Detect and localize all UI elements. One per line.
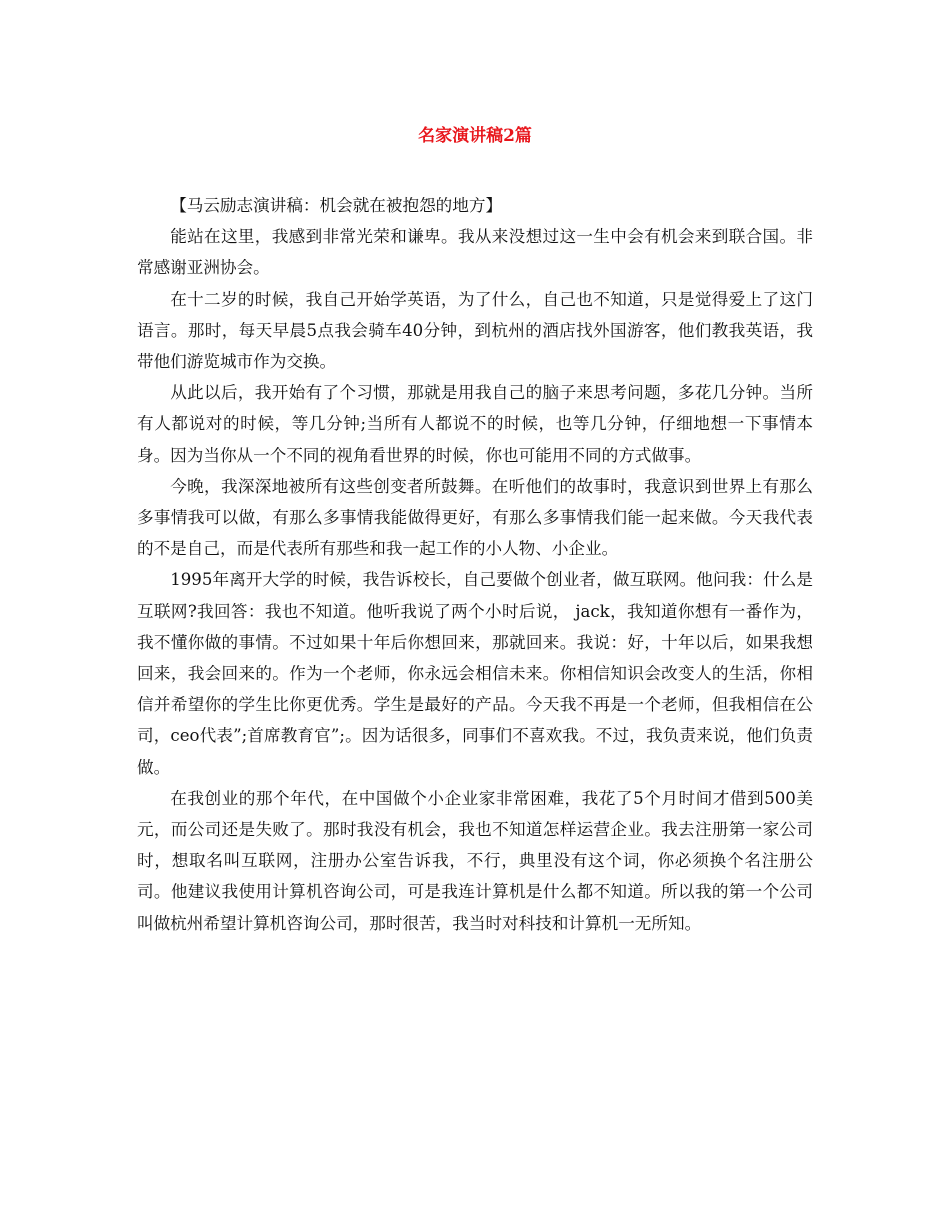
document-title: 名家演讲稿2篇 <box>418 126 532 146</box>
paragraph: 今晚，我深深地被所有这些创变者所鼓舞。在听他们的故事时，我意识到世界上有那么多事情我可以做，有那么多事情我能做得更好，有那么多事情我们能一起来做。今天我代表的不是自己，而是代表所有那些和我一起工作的小人物、小企业。 <box>137 476 813 559</box>
section-heading: 【马云励志演讲稿：机会就在被抱怨的地方】 <box>170 196 503 215</box>
paragraph: 在十二岁的时候，我自己开始学英语，为了什么，自己也不知道，只是觉得爱上了这门语言。那时，每天早晨5点我会骑车40分钟，到杭州的酒店找外国游客，他们教我英语，我带他们游览城市作为交换。 <box>137 289 813 372</box>
paragraph: 1995年离开大学的时候，我告诉校长，自己要做个创业者，做互联网。他问我：什么是互联网?我回答：我也不知道。他听我说了两个小时后说， jack，我知道你想有一番作为，我不懂你做的事情。不过如果十年后你想回来，那就回来。我说：好，十年以后，如果我想回来，我会回来的。作为一个老师，你永远会相信未来。你相信知识会改变人的生活，你相信并希望你的学生比你更优秀。学生是最好的产品。今天我不再是一个老师，但我相信在公司，ceo代表”;首席教育官”;。因为话很多，同事们不喜欢我。不过，我负责来说，他们负责做。 <box>137 570 813 777</box>
paragraph: 能站在这里，我感到非常光荣和谦卑。我从来没想过这一生中会有机会来到联合国。非常感谢亚洲协会。 <box>137 227 813 278</box>
paragraph: 在我创业的那个年代，在中国做个小企业家非常困难，我花了5个月时间才借到500美元，而公司还是失败了。那时我没有机会，我也不知道怎样运营企业。我去注册第一家公司时，想取名叫互联网，注册办公室告诉我，不行，典里没有这个词，你必须换个名注册公司。他建议我使用计算机咨询公司，可是我连计算机是什么都不知道。所以我的第一个公司叫做杭州希望计算机咨询公司，那时很苦，我当时对科技和计算机一无所知。 <box>137 788 813 933</box>
document-body <box>137 190 813 939</box>
paragraph: 从此以后，我开始有了个习惯，那就是用我自己的脑子来思考问题，多花几分钟。当所有人都说对的时候，等几分钟;当所有人都说不的时候，也等几分钟，仔细地想一下事情本身。因为当你从一个不同的视角看世界的时候，你也可能用不同的方式做事。 <box>137 383 813 465</box>
